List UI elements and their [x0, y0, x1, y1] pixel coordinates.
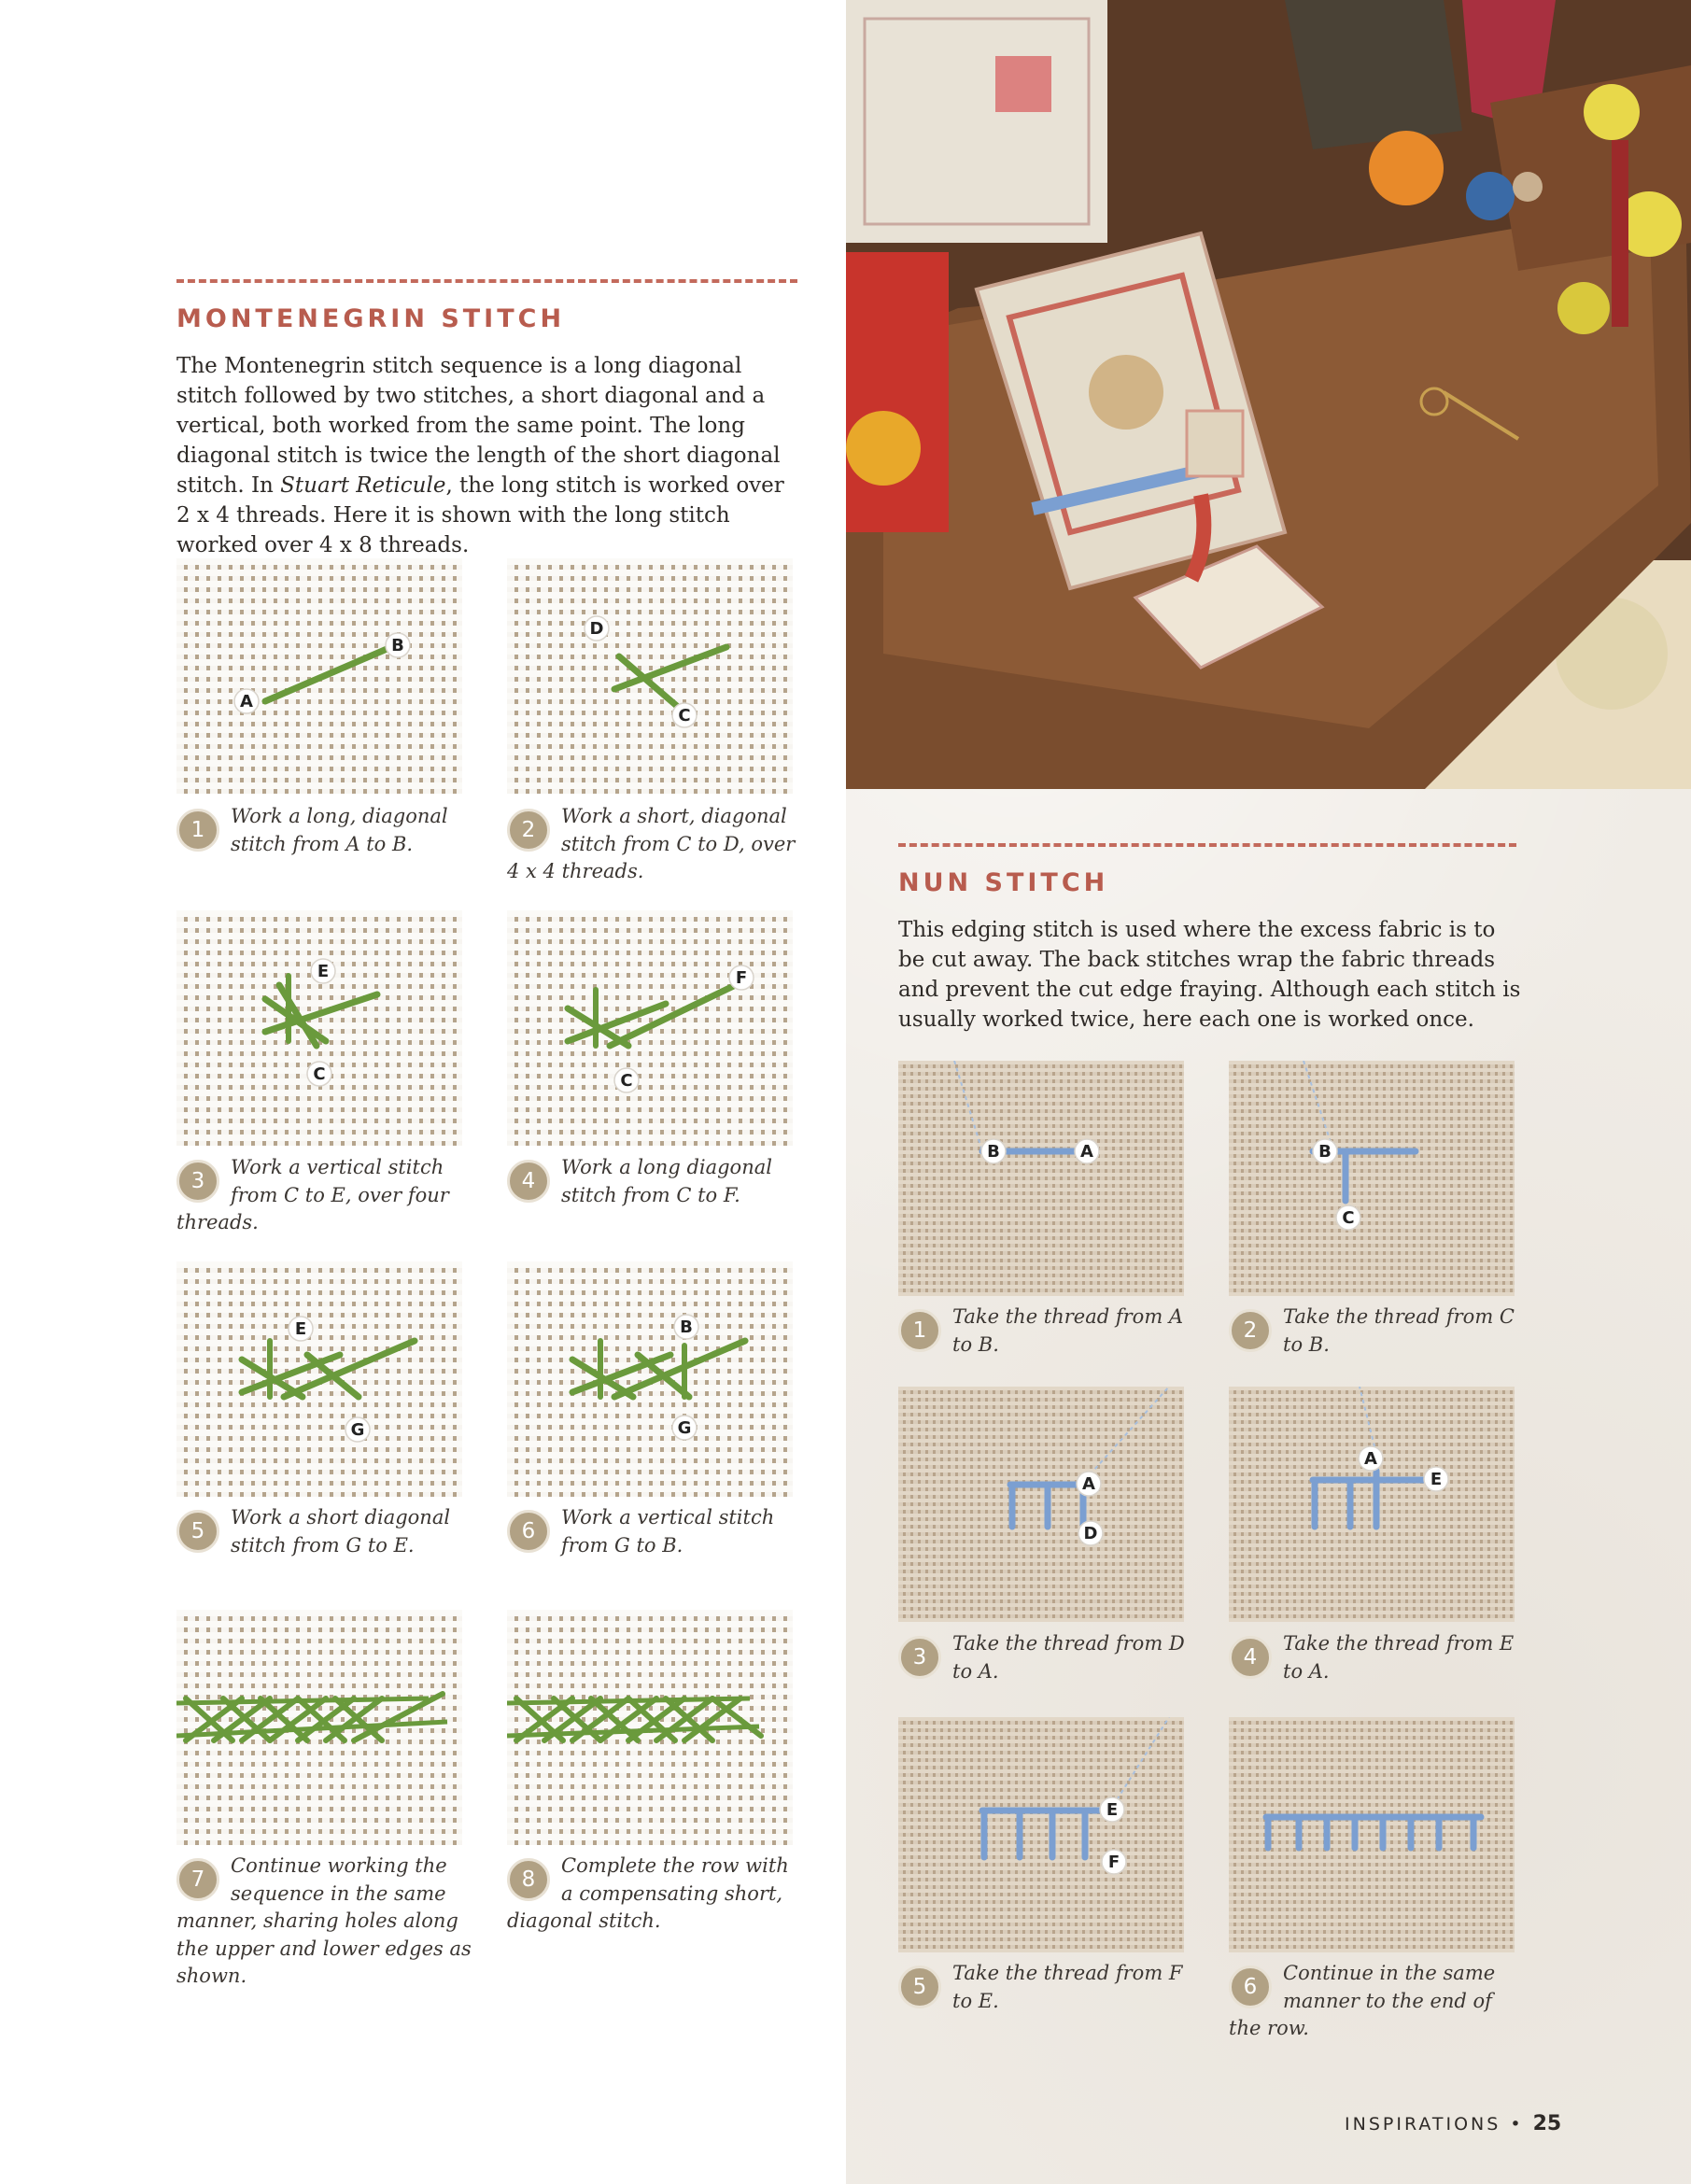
nun-swatch-5-label-f: F — [1107, 1853, 1120, 1872]
nun-step-2-caption — [1229, 1303, 1528, 1359]
step-text: Take the thread from A to B. — [952, 1305, 1184, 1356]
montenegrin-step-7-caption — [176, 1853, 475, 1991]
nun-step-3-swatch — [898, 1387, 1184, 1622]
montenegrin-intro-part-2: , the long stitch is worked over 2 x 4 threads. Here it is shown with the long stitch worked over 4 x 8 threads. — [176, 473, 784, 557]
step-text: Continue working the sequence in the same manner, sharing holes along the upper and lower edges as shown. — [176, 1854, 472, 1987]
swatch-2-label-c: C — [678, 706, 691, 726]
montenegrin-step-1-caption — [176, 803, 475, 858]
nun-swatch-2-label-c: C — [1342, 1208, 1355, 1228]
swatch-5-label-e: E — [294, 1319, 307, 1339]
nun-step-4-caption — [1229, 1630, 1528, 1685]
step-text: Work a short diagonal stitch from G to E. — [231, 1506, 451, 1557]
montenegrin-step-7-swatch — [176, 1610, 462, 1845]
montenegrin-step-3-swatch — [176, 910, 462, 1146]
nun-swatch-1-label-b: B — [987, 1142, 1000, 1162]
step-number-badge: 2 — [507, 809, 550, 852]
nun-swatch-2-label-b: B — [1318, 1142, 1332, 1162]
montenegrin-step-8-caption — [507, 1853, 806, 1936]
page-number: 25 — [1532, 2112, 1562, 2135]
step-number-badge: 4 — [1229, 1636, 1272, 1679]
nun-swatch-5-label-e: E — [1106, 1800, 1119, 1820]
nun-step-1-caption — [898, 1303, 1197, 1359]
step-number-badge: 3 — [898, 1636, 941, 1679]
montenegrin-heading: MONTENEGRIN STITCH — [176, 304, 566, 333]
nun-stitch-intro: This edging stitch is used where the excess fabric is to be cut away. The back stitches wrap the fabric threads and prevent the cut edge fraying. Although each stitch is usually worked twice, here each one is worked once. — [898, 918, 1521, 1032]
montenegrin-step-5-caption — [176, 1504, 475, 1559]
footer-separator: • — [1510, 2114, 1524, 2135]
step-number-badge: 3 — [176, 1160, 219, 1203]
swatch-5-label-g: G — [350, 1420, 365, 1440]
step-text: Work a short, diagonal stitch from C to D, over 4 x 4 threads. — [507, 805, 796, 882]
montenegrin-intro — [176, 351, 793, 560]
nun-swatch-3-label-d: D — [1083, 1524, 1098, 1543]
swatch-6-label-b: B — [680, 1317, 693, 1337]
nun-swatch-1-label-a: A — [1080, 1142, 1093, 1162]
swatch-3-label-e: E — [317, 962, 330, 981]
nun-step-6-caption — [1229, 1960, 1528, 2043]
step-text: Take the thread from D to A. — [952, 1632, 1185, 1683]
montenegrin-step-4-caption — [507, 1154, 806, 1209]
montenegrin-step-8-swatch — [507, 1610, 793, 1845]
nun-stitch-heading: NUN STITCH — [898, 868, 1109, 897]
montenegrin-step-5-swatch — [176, 1261, 462, 1497]
montenegrin-intro-part-1: The Montenegrin stitch sequence is a long diagonal stitch followed by two stitches, a short diagonal and a vertical, both worked from the same point. The long diagonal stitch is twice the length of the short diagonal stitch. In — [176, 354, 781, 498]
nun-step-5-swatch — [898, 1717, 1184, 1952]
step-number-badge: 6 — [507, 1510, 550, 1553]
swatch-1-label-a: A — [240, 692, 253, 712]
step-number-badge: 7 — [176, 1858, 219, 1901]
step-number-badge: 4 — [507, 1160, 550, 1203]
nun-step-1-swatch — [898, 1061, 1184, 1296]
montenegrin-step-6-caption — [507, 1504, 806, 1559]
montenegrin-step-1-swatch — [176, 558, 462, 794]
step-text: Work a long diagonal stitch from C to F. — [561, 1156, 772, 1206]
nun-swatch-3-label-a: A — [1082, 1474, 1095, 1494]
step-number-badge: 1 — [898, 1309, 941, 1352]
nun-step-2-swatch — [1229, 1061, 1515, 1296]
montenegrin-intro-italic: Stuart Reticule — [280, 473, 446, 498]
montenegrin-step-2-caption — [507, 803, 806, 886]
step-number-badge: 2 — [1229, 1309, 1272, 1352]
step-text: Take the thread from F to E. — [952, 1962, 1183, 2012]
step-text: Work a vertical stitch from G to B. — [561, 1506, 775, 1557]
swatch-4-label-c: C — [620, 1071, 633, 1091]
montenegrin-step-2-swatch — [507, 558, 793, 794]
nun-swatch-4-label-e: E — [1430, 1470, 1443, 1489]
step-text: Take the thread from E to A. — [1283, 1632, 1515, 1683]
embroidery-photo — [846, 0, 1691, 789]
step-number-badge: 5 — [898, 1966, 941, 2008]
montenegrin-step-6-swatch — [507, 1261, 793, 1497]
nun-step-6-swatch — [1229, 1717, 1515, 1952]
page-footer — [1345, 2112, 1561, 2135]
swatch-3-label-c: C — [313, 1064, 326, 1084]
nun-step-4-swatch — [1229, 1387, 1515, 1622]
step-text: Continue in the same manner to the end of the row. — [1229, 1962, 1496, 2039]
nun-step-3-caption — [898, 1630, 1197, 1685]
step-number-badge: 6 — [1229, 1966, 1272, 2008]
montenegrin-divider — [176, 279, 797, 283]
swatch-2-label-d: D — [589, 619, 604, 639]
step-text: Take the thread from C to B. — [1283, 1305, 1515, 1356]
step-number-badge: 8 — [507, 1858, 550, 1901]
swatch-1-label-b: B — [391, 636, 404, 655]
step-number-badge: 5 — [176, 1510, 219, 1553]
nun-swatch-4-label-a: A — [1364, 1449, 1377, 1469]
magazine-name: INSPIRATIONS — [1345, 2114, 1501, 2135]
nun-step-5-caption — [898, 1960, 1197, 2015]
swatch-4-label-f: F — [735, 968, 748, 988]
step-text: Work a long, diagonal stitch from A to B. — [231, 805, 448, 855]
montenegrin-step-4-swatch — [507, 910, 793, 1146]
nun-stitch-divider — [898, 843, 1516, 847]
step-text: Complete the row with a compensating short, diagonal stitch. — [507, 1854, 789, 1932]
swatch-6-label-g: G — [677, 1418, 692, 1438]
step-number-badge: 1 — [176, 809, 219, 852]
montenegrin-step-3-caption — [176, 1154, 475, 1237]
step-text: Work a vertical stitch from C to E, over four threads. — [176, 1156, 449, 1233]
